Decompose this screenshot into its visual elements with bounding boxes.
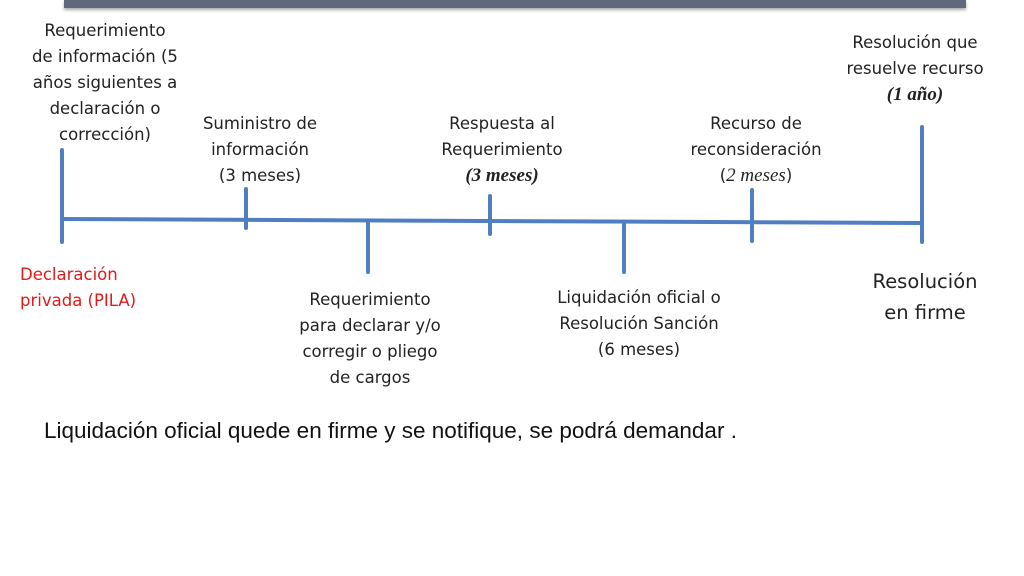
label-declaracion-privada: Declaración privada (PILA)	[20, 265, 137, 310]
duration-resolucion-recurso: (1 año)	[886, 84, 944, 105]
label-requerimiento-informacion: Requerimiento de información (5 años siguientes a declaración o corrección)	[32, 21, 178, 144]
label-liquidacion: Liquidación oficial o Resolución Sanción (6 meses)	[557, 288, 721, 359]
footer-statement: Liquidación oficial quede en firme y se notifique, se podrá demandar .	[44, 418, 737, 443]
label-resolucion-recurso: Resolución que resuelve recurso (1 año)	[830, 30, 1000, 108]
label-recurso: Recurso de reconsideración (2 meses)	[670, 111, 842, 189]
duration-recurso: (2 meses)	[719, 165, 793, 186]
label-resolucion-firme: Resolución en firme	[872, 270, 978, 324]
label-requerimiento-declarar: Requerimiento para declarar y/o corregir o pliego de cargos	[299, 290, 441, 387]
label-respuesta: Respuesta al Requerimiento (3 meses)	[422, 111, 582, 189]
duration-respuesta: (3 meses)	[465, 165, 539, 186]
label-suministro: Suministro de información (3 meses)	[202, 114, 318, 185]
